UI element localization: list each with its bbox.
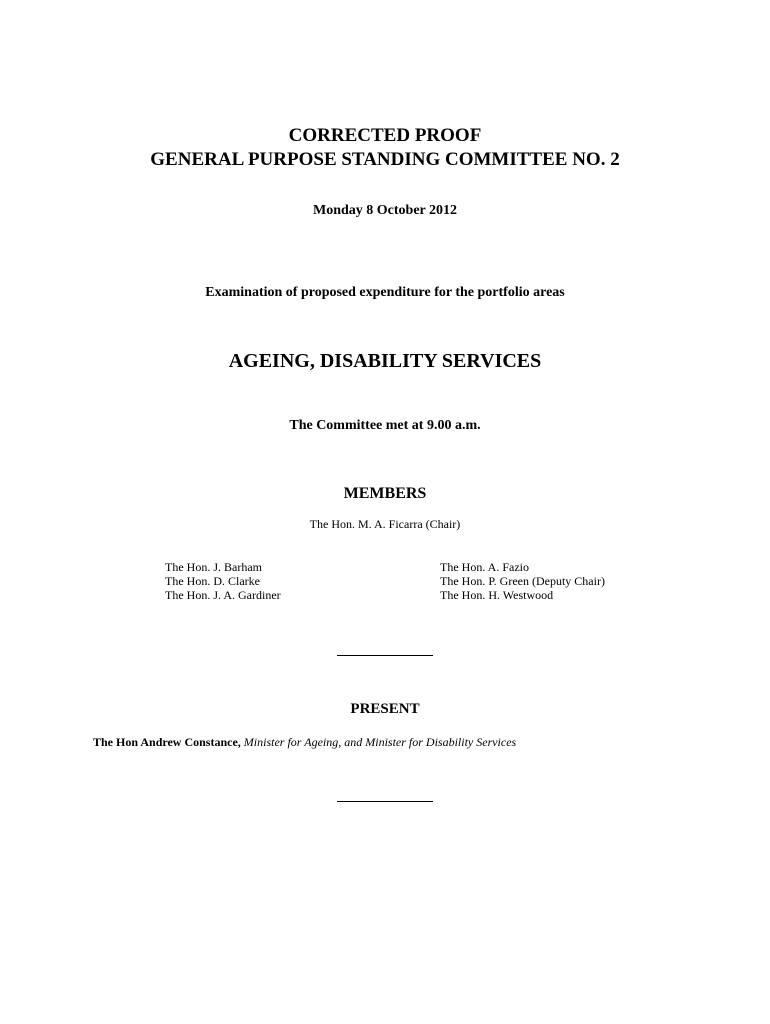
member-name: The Hon. J. A. Gardiner <box>165 588 281 602</box>
present-heading: PRESENT <box>350 701 420 717</box>
members-heading: MEMBERS <box>343 485 427 502</box>
present-entry <box>93 735 516 750</box>
examination-heading: Examination of proposed expenditure for the portfolio areas <box>205 285 565 300</box>
meeting-time: The Committee met at 9.00 a.m. <box>289 418 481 433</box>
member-name: The Hon. A. Fazio <box>440 560 529 574</box>
members-right-column <box>440 560 605 602</box>
portfolio-heading: AGEING, DISABILITY SERVICES <box>228 350 542 372</box>
members-left-column <box>165 560 281 602</box>
members-chair: The Hon. M. A. Ficarra (Chair) <box>309 517 461 531</box>
divider-rule <box>337 655 433 656</box>
present-role: Minister for Ageing, and Minister for Disability Services <box>243 735 517 749</box>
member-name: The Hon. P. Green (Deputy Chair) <box>440 574 605 588</box>
member-name: The Hon. J. Barham <box>165 560 262 574</box>
divider-rule <box>337 801 433 802</box>
document-title-line2: GENERAL PURPOSE STANDING COMMITTEE NO. 2 <box>150 149 620 170</box>
member-name: The Hon. D. Clarke <box>165 574 260 588</box>
document-title-line1: CORRECTED PROOF <box>288 125 482 146</box>
member-name: The Hon. H. Westwood <box>440 588 554 602</box>
present-name: The Hon Andrew Constance, <box>93 735 241 749</box>
hearing-date: Monday 8 October 2012 <box>312 203 457 218</box>
